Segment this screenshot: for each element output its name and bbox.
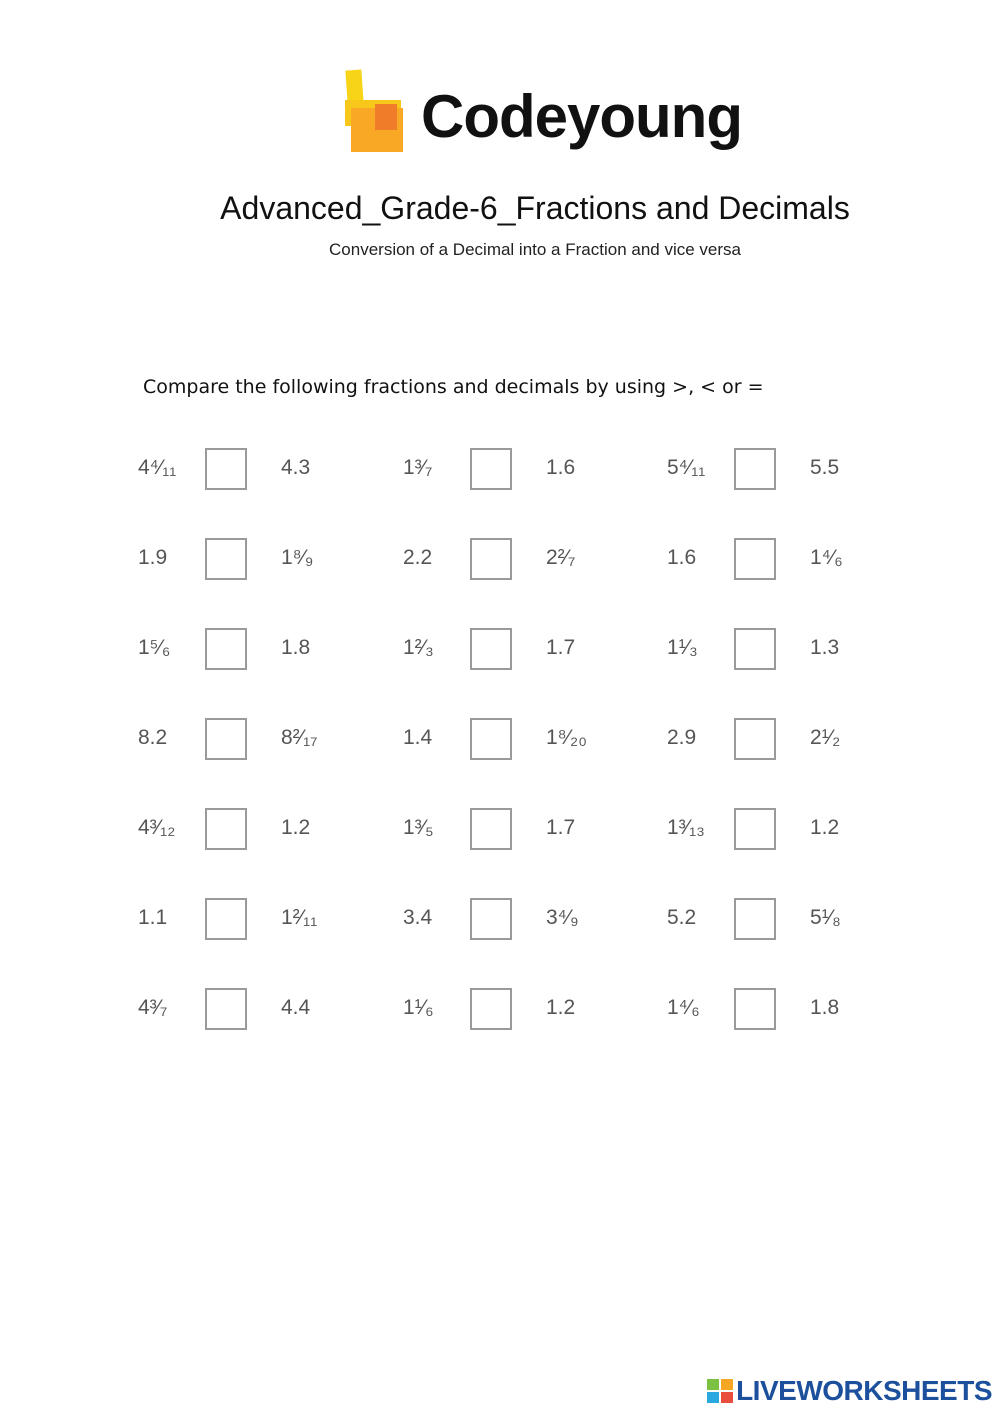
right-value: 3⁴⁄₉ bbox=[546, 906, 579, 929]
comparison-item bbox=[403, 538, 663, 580]
left-value: 2.9 bbox=[667, 726, 697, 749]
right-value: 2²⁄₇ bbox=[546, 546, 576, 569]
comparison-item bbox=[403, 718, 663, 760]
right-value: 1.3 bbox=[810, 636, 840, 659]
answer-box[interactable] bbox=[734, 898, 776, 940]
comparison-item bbox=[667, 898, 927, 940]
right-value: 8²⁄₁₇ bbox=[281, 726, 318, 749]
liveworksheets-logo-icon bbox=[707, 1379, 733, 1403]
comparison-item bbox=[138, 448, 398, 490]
right-value: 4.3 bbox=[281, 456, 311, 479]
answer-box[interactable] bbox=[205, 988, 247, 1030]
right-value: 1.7 bbox=[546, 636, 576, 659]
liveworksheets-brand: LIVEWORKSHEETS bbox=[736, 1375, 992, 1406]
comparison-item bbox=[403, 898, 663, 940]
answer-box[interactable] bbox=[470, 898, 512, 940]
left-value: 4⁴⁄₁₁ bbox=[138, 456, 177, 479]
right-value: 1.6 bbox=[546, 456, 576, 479]
comparison-item bbox=[403, 808, 663, 850]
right-value: 1.7 bbox=[546, 816, 576, 839]
left-value: 1¹⁄₃ bbox=[667, 636, 698, 659]
answer-box[interactable] bbox=[470, 718, 512, 760]
left-value: 1³⁄₇ bbox=[403, 456, 433, 479]
answer-box[interactable] bbox=[205, 898, 247, 940]
answer-box[interactable] bbox=[205, 448, 247, 490]
comparison-item bbox=[667, 808, 927, 850]
left-value: 1³⁄₁₃ bbox=[667, 816, 705, 839]
comparison-item bbox=[667, 628, 927, 670]
answer-box[interactable] bbox=[470, 808, 512, 850]
comparison-item bbox=[138, 628, 398, 670]
comparison-item bbox=[138, 898, 398, 940]
answer-box[interactable] bbox=[205, 808, 247, 850]
right-value: 5.5 bbox=[810, 456, 840, 479]
left-value: 3.4 bbox=[403, 906, 433, 929]
left-value: 1³⁄₅ bbox=[403, 816, 434, 839]
right-value: 5¹⁄₈ bbox=[810, 906, 841, 929]
answer-box[interactable] bbox=[734, 538, 776, 580]
answer-box[interactable] bbox=[205, 718, 247, 760]
left-value: 1.6 bbox=[667, 546, 697, 569]
right-value: 4.4 bbox=[281, 996, 311, 1019]
right-value: 1⁴⁄₆ bbox=[810, 546, 843, 569]
left-value: 1.4 bbox=[403, 726, 433, 749]
comparison-item bbox=[138, 718, 398, 760]
right-value: 1.8 bbox=[810, 996, 840, 1019]
answer-box[interactable] bbox=[734, 808, 776, 850]
answer-box[interactable] bbox=[470, 628, 512, 670]
answer-box[interactable] bbox=[205, 628, 247, 670]
answer-box[interactable] bbox=[470, 988, 512, 1030]
answer-box[interactable] bbox=[734, 628, 776, 670]
right-value: 1⁸⁄₉ bbox=[281, 546, 314, 569]
left-value: 4³⁄₇ bbox=[138, 996, 168, 1019]
left-value: 5.2 bbox=[667, 906, 697, 929]
left-value: 2.2 bbox=[403, 546, 433, 569]
comparison-item bbox=[138, 988, 398, 1030]
left-value: 5⁴⁄₁₁ bbox=[667, 456, 706, 479]
right-value: 1.2 bbox=[546, 996, 576, 1019]
codeyoung-logo bbox=[343, 68, 743, 168]
codeyoung-logo-icon bbox=[343, 68, 405, 154]
instruction-text: Compare the following fractions and decimals by using >, < or = bbox=[143, 376, 764, 398]
left-value: 8.2 bbox=[138, 726, 168, 749]
left-value: 1.1 bbox=[138, 906, 168, 929]
brand-name: Codeyoung bbox=[421, 83, 742, 150]
left-value: 1⁴⁄₆ bbox=[667, 996, 700, 1019]
comparison-item bbox=[667, 448, 927, 490]
worksheet-subtitle: Conversion of a Decimal into a Fraction and vice versa bbox=[329, 240, 741, 259]
comparison-item bbox=[667, 988, 927, 1030]
right-value: 1²⁄₁₁ bbox=[281, 906, 318, 929]
left-value: 4³⁄₁₂ bbox=[138, 816, 176, 839]
answer-box[interactable] bbox=[205, 538, 247, 580]
comparison-item bbox=[138, 808, 398, 850]
answer-box[interactable] bbox=[470, 448, 512, 490]
comparison-item bbox=[667, 718, 927, 760]
left-value: 1.9 bbox=[138, 546, 168, 569]
answer-box[interactable] bbox=[734, 718, 776, 760]
comparison-item bbox=[403, 628, 663, 670]
answer-box[interactable] bbox=[470, 538, 512, 580]
right-value: 1.2 bbox=[810, 816, 840, 839]
answer-box[interactable] bbox=[734, 988, 776, 1030]
worksheet-title: Advanced_Grade-6_Fractions and Decimals bbox=[220, 190, 850, 226]
right-value: 1.8 bbox=[281, 636, 311, 659]
right-value: 2¹⁄₂ bbox=[810, 726, 841, 749]
left-value: 1²⁄₃ bbox=[403, 636, 434, 659]
left-value: 1¹⁄₆ bbox=[403, 996, 434, 1019]
left-value: 1⁵⁄₆ bbox=[138, 636, 171, 659]
right-value: 1⁸⁄₂₀ bbox=[546, 726, 587, 749]
comparison-item bbox=[403, 448, 663, 490]
comparison-item bbox=[667, 538, 927, 580]
right-value: 1.2 bbox=[281, 816, 311, 839]
comparison-item bbox=[403, 988, 663, 1030]
answer-box[interactable] bbox=[734, 448, 776, 490]
liveworksheets-footer bbox=[707, 1377, 992, 1405]
comparison-item bbox=[138, 538, 398, 580]
